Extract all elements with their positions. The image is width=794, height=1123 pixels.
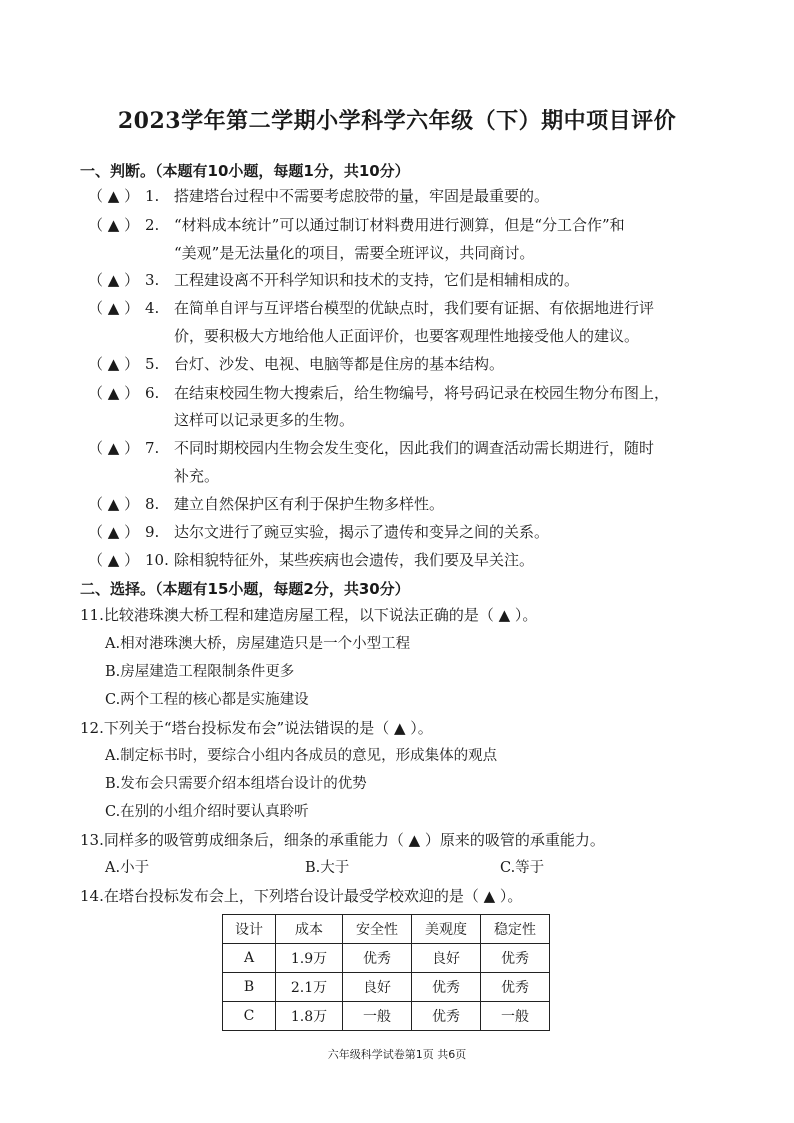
item-text: 不同时期校园内生物会发生变化，因此我们的调查活动需长期进行，随时: [174, 439, 655, 457]
exam-title: 2023学年第二学期小学科学六年级（下）期中项目评价: [117, 108, 677, 134]
answer-mark: （ ▲ ）: [88, 216, 140, 234]
table-cell: 1.8万: [276, 1002, 343, 1031]
table-header: 稳定性: [481, 915, 550, 944]
table-cell: 一般: [481, 1002, 550, 1031]
item-number: 5.: [145, 355, 160, 373]
question-13-option-a: A.小于: [105, 860, 150, 876]
item-number: 9.: [145, 523, 160, 541]
item-number: 3.: [145, 271, 160, 289]
item-text: 搭建塔台过程中不需要考虑胶带的量，牢固是最重要的。: [174, 187, 550, 205]
table-row: [223, 973, 550, 1002]
item-text: 在简单自评与互评塔台模型的优缺点时，我们要有证据、有依据地进行评: [174, 299, 655, 317]
question-11-option-b: B.房屋建造工程限制条件更多: [105, 664, 295, 680]
table-header-row: [223, 915, 550, 944]
item-text-continued: 这样可以记录更多的生物。: [174, 411, 355, 429]
table-cell: 良好: [343, 973, 412, 1002]
table-cell: C: [223, 1002, 276, 1031]
item-text: 在结束校园生物大搜索后，给生物编号，将号码记录在校园生物分布图上，: [174, 384, 670, 402]
question-13-option-b: B.大于: [305, 860, 350, 876]
question-14-stem: 14.在塔台投标发布会上，下列塔台设计最受学校欢迎的是（ ▲ ）。: [80, 887, 523, 905]
item-number: 6.: [145, 384, 160, 402]
item-text-continued: “美观”是无法量化的项目，需要全班评议，共同商讨。: [174, 244, 535, 262]
question-12-stem: 12.下列关于“塔台投标发布会”说法错误的是（ ▲ ）。: [80, 719, 433, 737]
question-13-option-c: C.等于: [500, 860, 545, 876]
item-text: 除相貌特征外，某些疾病也会遗传，我们要及早关注。: [174, 551, 535, 569]
table-cell: 1.9万: [276, 944, 343, 973]
answer-mark: （ ▲ ）: [88, 187, 140, 205]
section-choice-heading: 二、选择。（本题有15小题，每题2分，共30分）: [80, 580, 410, 598]
table-header: 美观度: [412, 915, 481, 944]
answer-mark: （ ▲ ）: [88, 384, 140, 402]
section-judgment-heading: 一、判断。（本题有10小题，每题1分，共10分）: [80, 162, 410, 180]
table-header: 安全性: [343, 915, 412, 944]
item-number: 2.: [145, 216, 160, 234]
table-cell: 优秀: [481, 944, 550, 973]
table-cell: A: [223, 944, 276, 973]
item-text: 建立自然保护区有利于保护生物多样性。: [174, 495, 445, 513]
table-header: 成本: [276, 915, 343, 944]
item-text: 台灯、沙发、电视、电脑等都是住房的基本结构。: [174, 355, 505, 373]
item-number: 1.: [145, 187, 160, 205]
design-comparison-table: [222, 914, 550, 1031]
answer-mark: （ ▲ ）: [88, 523, 140, 541]
item-text: 工程建设离不开科学知识和技术的支持，它们是相辅相成的。: [174, 271, 580, 289]
table-cell: 优秀: [343, 944, 412, 973]
question-11-option-c: C.两个工程的核心都是实施建设: [105, 692, 309, 708]
item-text: “材料成本统计”可以通过制订材料费用进行测算，但是“分工合作”和: [174, 216, 625, 234]
answer-mark: （ ▲ ）: [88, 355, 140, 373]
item-text-continued: 补充。: [174, 467, 220, 485]
question-12-option-c: C.在别的小组介绍时要认真聆听: [105, 804, 309, 820]
answer-mark: （ ▲ ）: [88, 271, 140, 289]
question-11-stem: 11.比较港珠澳大桥工程和建造房屋工程，以下说法正确的是（ ▲ ）。: [80, 606, 538, 624]
answer-mark: （ ▲ ）: [88, 439, 140, 457]
question-11-option-a: A.相对港珠澳大桥，房屋建造只是一个小型工程: [105, 636, 411, 652]
question-13-stem: 13.同样多的吸管剪成细条后，细条的承重能力（ ▲ ）原来的吸管的承重能力。: [80, 831, 605, 849]
item-text: 达尔文进行了豌豆实验，揭示了遗传和变异之间的关系。: [174, 523, 550, 541]
page-footer: 六年级科学试卷第1页 共6页: [327, 1048, 467, 1061]
question-12-option-a: A.制定标书时，要综合小组内各成员的意见，形成集体的观点: [105, 748, 498, 764]
table-cell: B: [223, 973, 276, 1002]
table-cell: 优秀: [481, 973, 550, 1002]
answer-mark: （ ▲ ）: [88, 551, 140, 569]
item-number: 4.: [145, 299, 160, 317]
answer-mark: （ ▲ ）: [88, 495, 140, 513]
table-cell: 优秀: [412, 973, 481, 1002]
table-row: [223, 1002, 550, 1031]
table-cell: 良好: [412, 944, 481, 973]
answer-mark: （ ▲ ）: [88, 299, 140, 317]
table-header: 设计: [223, 915, 276, 944]
question-12-option-b: B.发布会只需要介绍本组塔台设计的优势: [105, 776, 367, 792]
item-number: 8.: [145, 495, 160, 513]
table-cell: 2.1万: [276, 973, 343, 1002]
table-cell: 优秀: [412, 1002, 481, 1031]
item-number: 7.: [145, 439, 160, 457]
item-number: 10.: [145, 551, 169, 569]
table-cell: 一般: [343, 1002, 412, 1031]
item-text-continued: 价，要积极大方地给他人正面评价，也要客观理性地接受他人的建议。: [174, 327, 640, 345]
table-row: [223, 944, 550, 973]
